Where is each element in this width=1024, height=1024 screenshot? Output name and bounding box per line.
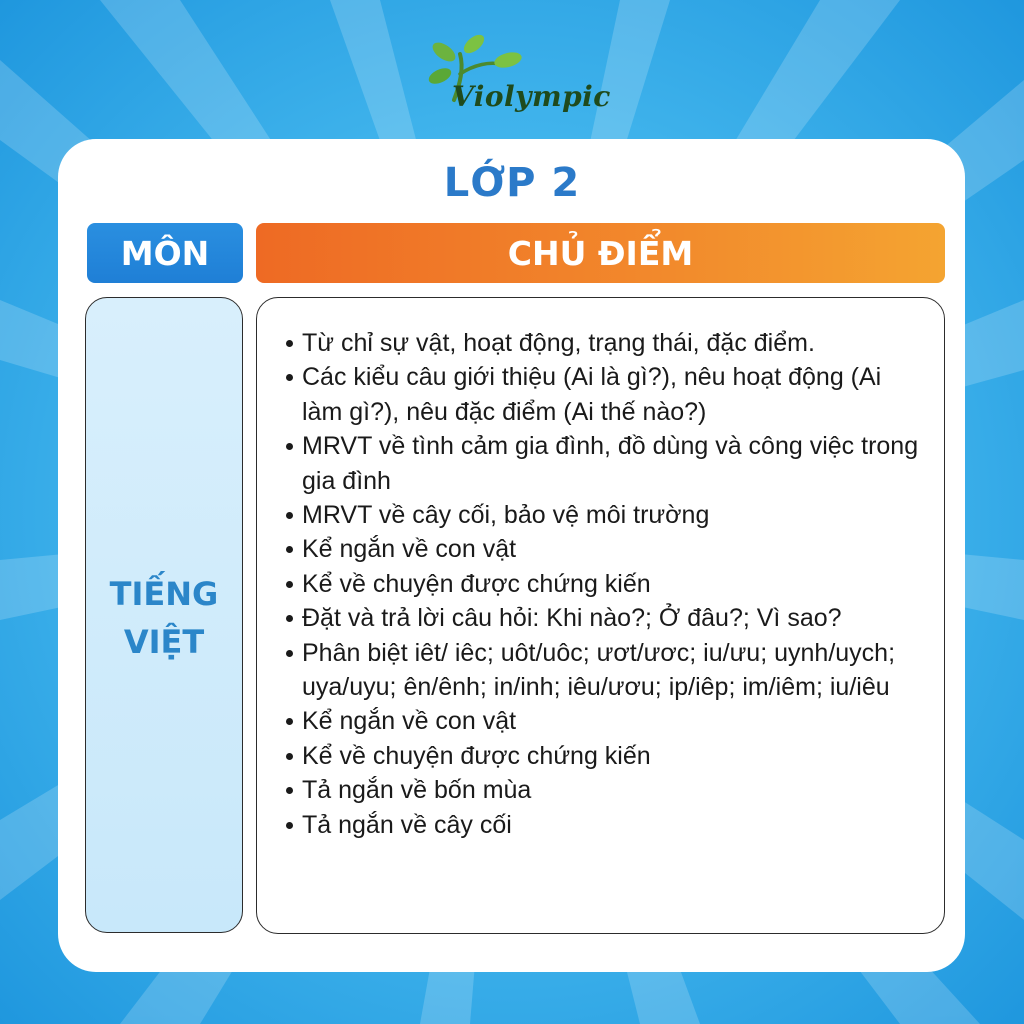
topic-item: Tả ngắn về bốn mùa (286, 773, 926, 807)
violympic-logo (420, 34, 610, 124)
topic-item: Kể ngắn về con vật (286, 532, 926, 566)
topic-item: MRVT về tình cảm gia đình, đồ dùng và công việc trong gia đình (286, 429, 926, 498)
logo-wordmark (452, 80, 611, 113)
subject-line-1: TIẾNG (109, 575, 219, 613)
topic-item: Kể về chuyện được chứng kiến (286, 739, 926, 773)
topic-item: Phân biệt iêt/ iêc; uôt/uôc; ươt/ươc; iu/ưu; uynh/uych; uya/uyu; ên/ênh; in/inh; iêu/ươu; ip/iêp; im/iêm; iu/iêu (286, 636, 926, 705)
subject-column-header: MÔN (87, 223, 243, 283)
grade-title: LỚP 2 (443, 160, 581, 206)
subject-label (89, 570, 239, 666)
subject-cell (85, 297, 243, 933)
topic-item: Tả ngắn về cây cối (286, 808, 926, 842)
topic-column-header: CHỦ ĐIỂM (256, 223, 945, 283)
topic-item: Kể ngắn về con vật (286, 704, 926, 738)
topic-item: MRVT về cây cối, bảo vệ môi trường (286, 498, 926, 532)
topic-list (286, 326, 926, 842)
topic-item: Từ chỉ sự vật, hoạt động, trạng thái, đặc điểm. (286, 326, 926, 360)
topic-item: Kể về chuyện được chứng kiến (286, 567, 926, 601)
logo-rest: iolympic (473, 80, 611, 113)
subject-line-2: VIỆT (123, 623, 205, 661)
topic-item: Các kiểu câu giới thiệu (Ai là gì?), nêu hoạt động (Ai làm gì?), nêu đặc điểm (Ai thế nào?) (286, 360, 926, 429)
logo-initial: V (452, 80, 474, 113)
topic-item: Đặt và trả lời câu hỏi: Khi nào?; Ở đâu?; Vì sao? (286, 601, 926, 635)
